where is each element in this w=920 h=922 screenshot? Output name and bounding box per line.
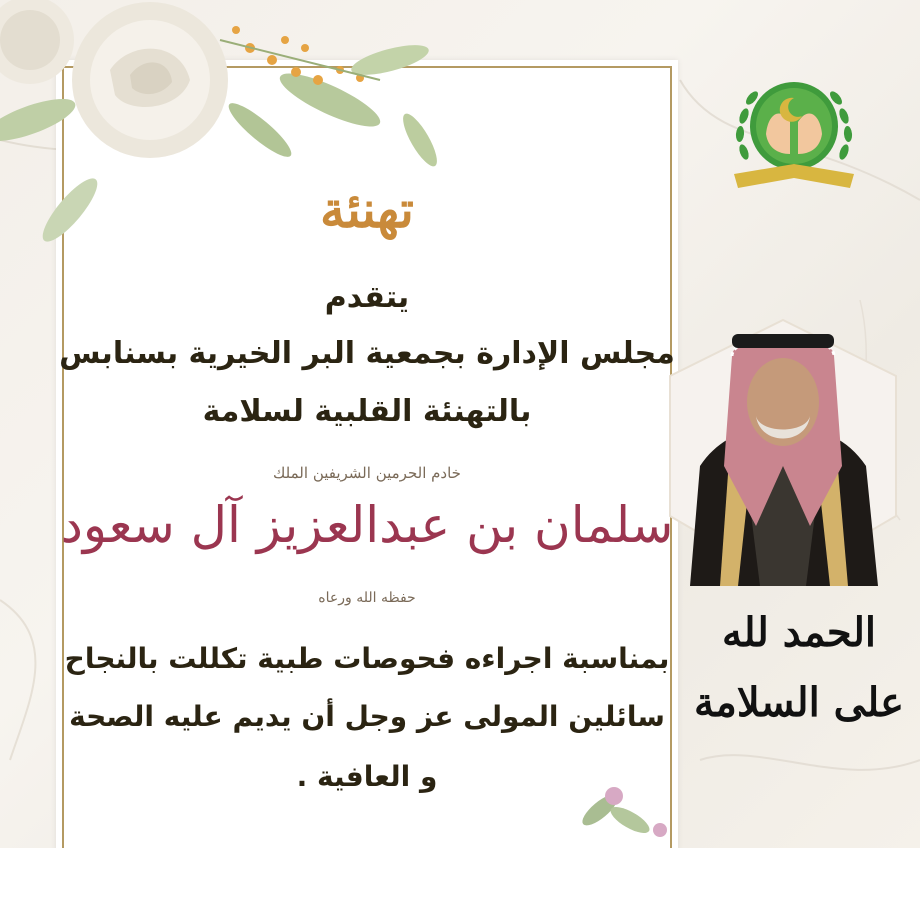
intro-text: يتقدم (324, 280, 410, 315)
congratulation-text: بالتهنئة القلبية لسلامة (202, 394, 532, 429)
bottom-blank-area (0, 848, 920, 922)
king-portrait (660, 316, 906, 586)
roses-decoration (0, 0, 460, 260)
occasion-text: بمناسبة اجراءه فحوصات طبية تكللت بالنجاح (64, 642, 670, 675)
calligraphy-alhamdulillah (694, 576, 904, 746)
honorific-text: خادم الحرمين الشريفين الملك (273, 464, 461, 482)
charity-logo (724, 56, 864, 196)
calligraphy-line-1: الحمد لله (721, 609, 877, 656)
blessing-text: حفظه الله ورعاه (318, 590, 416, 606)
organization-text: مجلس الإدارة بجمعية البر الخيرية بسنابس (59, 336, 675, 371)
closing-text: و العافية . (296, 760, 438, 793)
calligraphy-line-2: على السلامة (694, 679, 904, 726)
card-title: تهنئة (320, 180, 414, 239)
prayer-text: سائلين المولى عز وجل أن يديم عليه الصحة (69, 700, 665, 733)
bottom-flowers-decoration (540, 770, 700, 848)
king-name: سلمان بن عبدالعزيز آل سعود (60, 496, 674, 554)
